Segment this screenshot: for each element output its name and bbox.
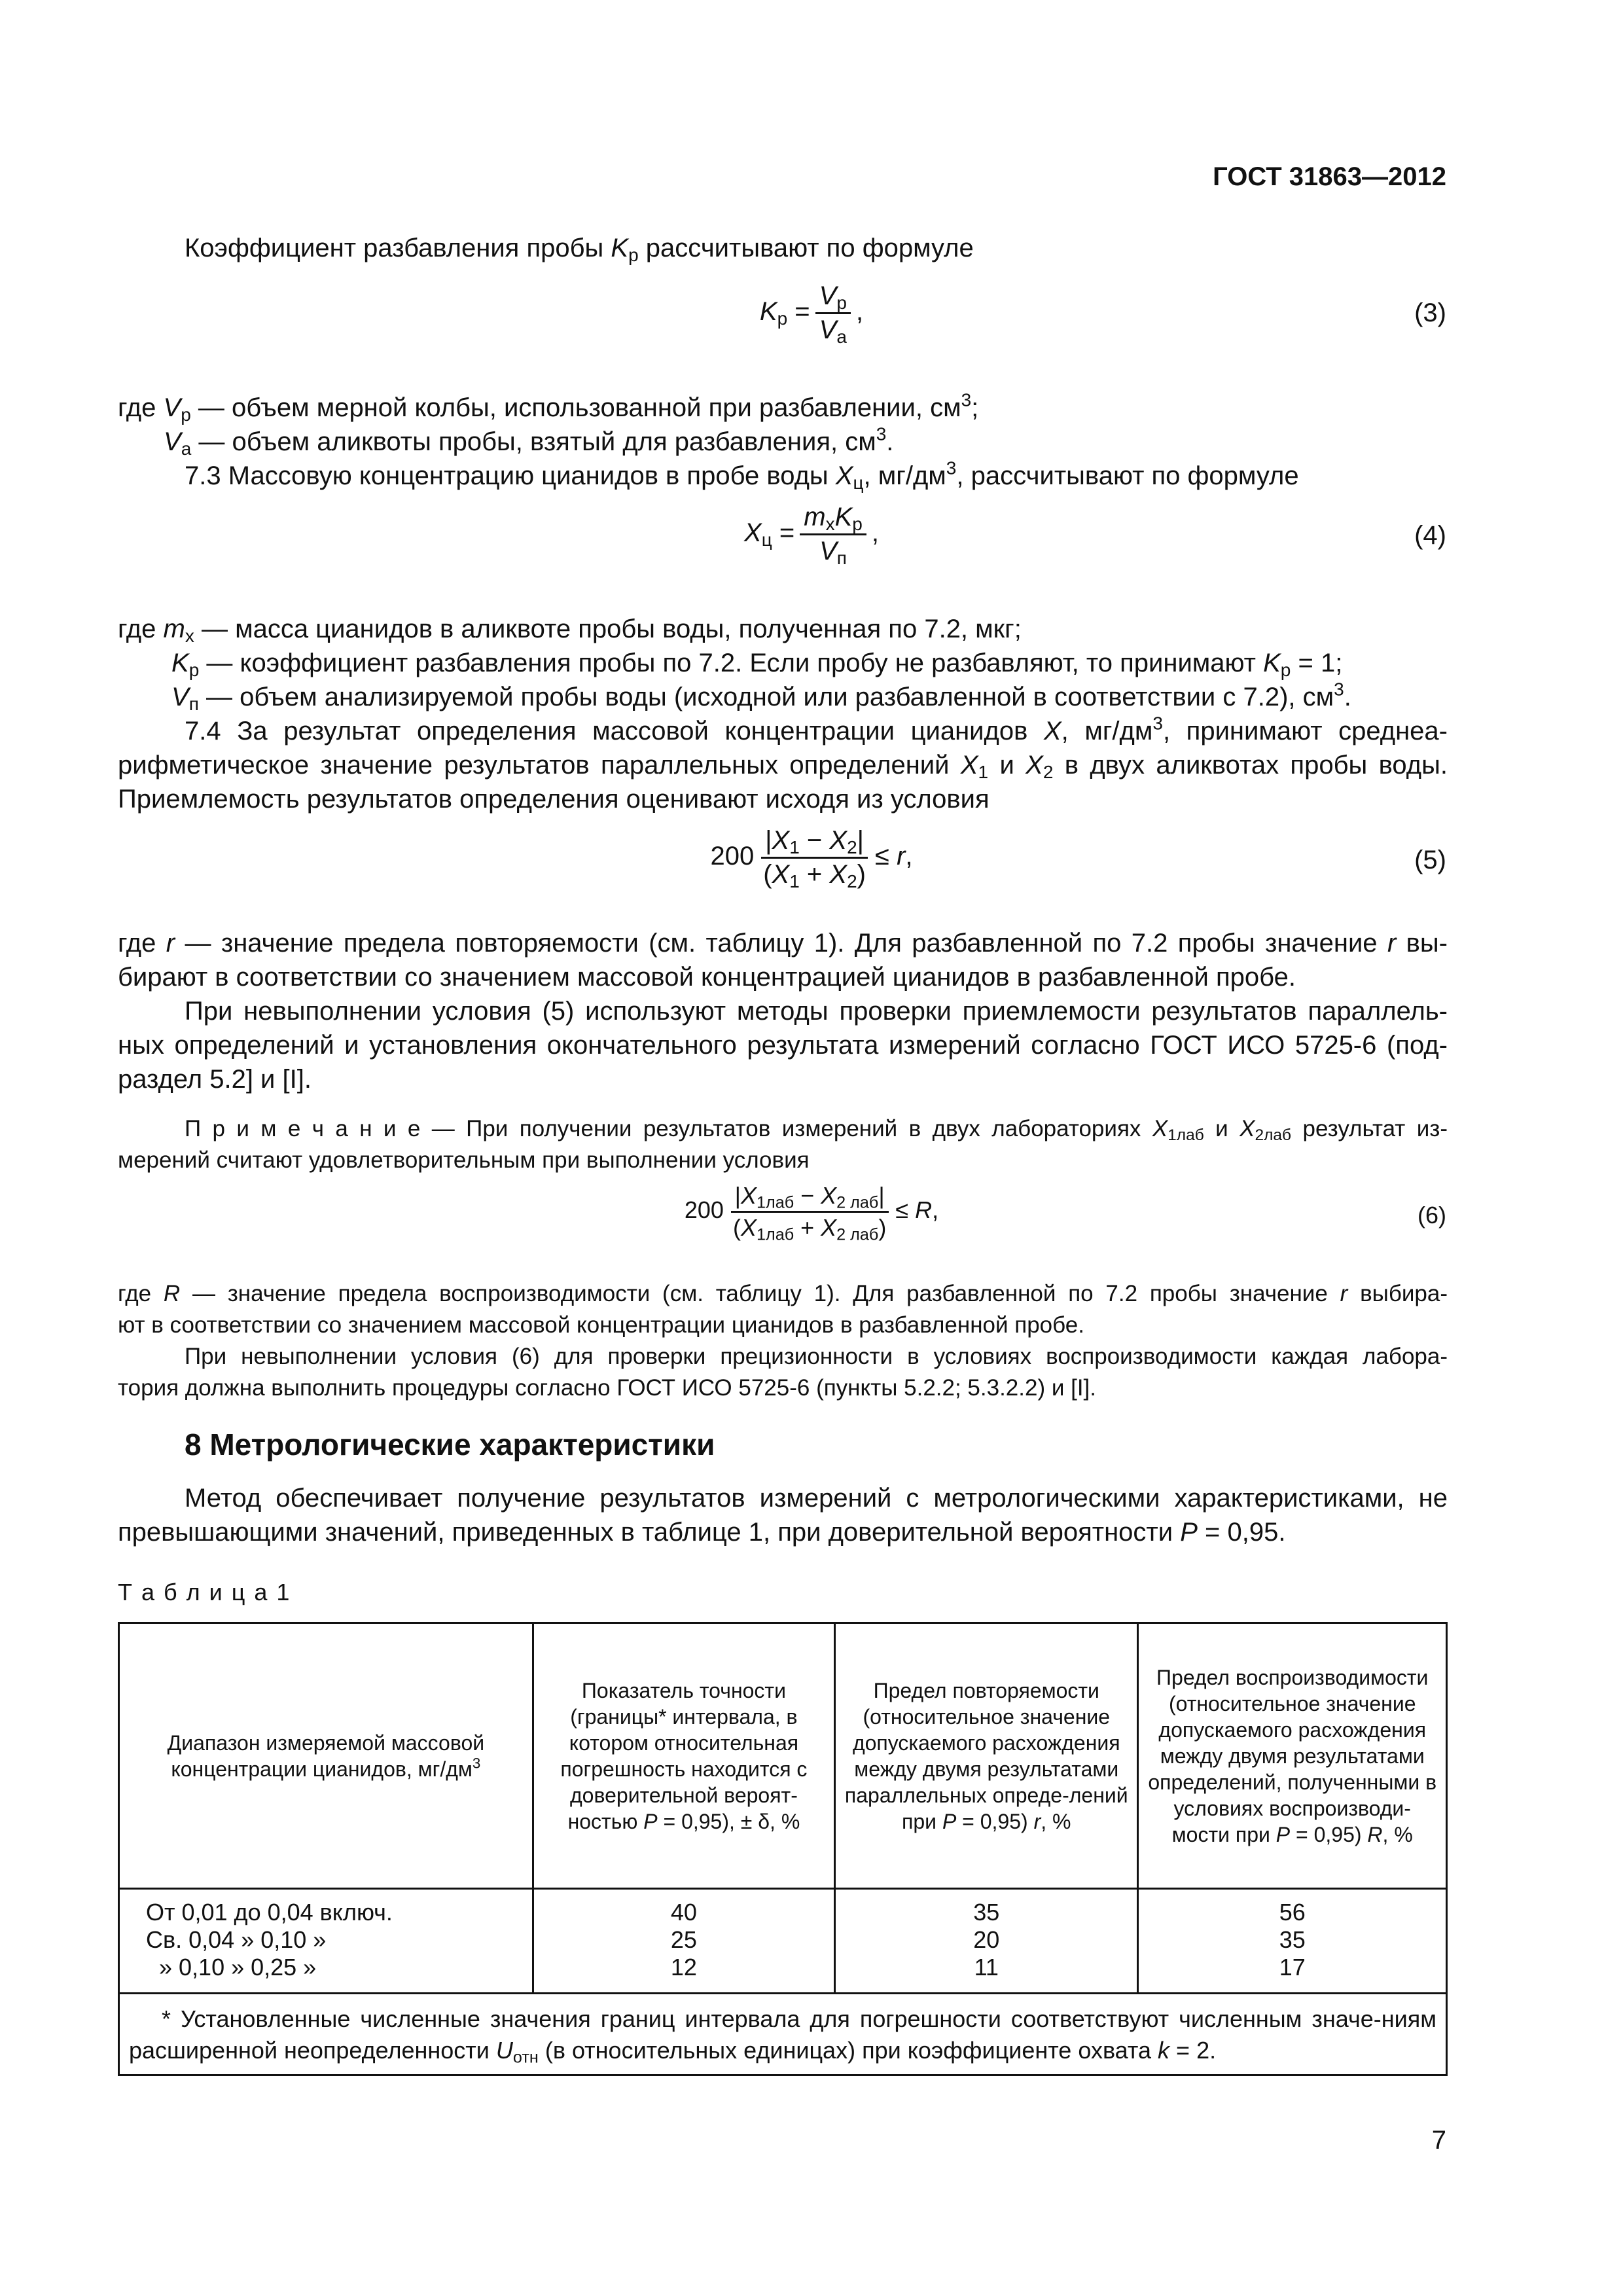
- section-8-title: 8 Метрологические характеристики: [185, 1427, 715, 1462]
- paragraph-fail5-line1: При невыполнении условия (5) используют методы проверки приемлемости результатов параллель-: [185, 997, 1448, 1026]
- cell-ranges: [119, 1889, 533, 1994]
- paragraph-fail5-line2: ных определений и установления окончательного результата измерений согласно ГОСТ ИСО 5725-6 (под-: [118, 1031, 1448, 1060]
- range-row: » 0,10 » 0,25 »: [159, 1954, 317, 1981]
- where-mx: где $m_x$ — масса цианидов в аликвоте пробы воды, полученная по 7.2, мкг;: [118, 615, 1022, 646]
- table-1: [118, 1622, 1448, 2076]
- section-8-line2: превышающими значений, приведенных в таблице 1, при доверительной вероятности P = 0,95.: [118, 1518, 1286, 1547]
- equation-number-4: (4): [1414, 521, 1446, 550]
- equation-number-5: (5): [1414, 846, 1446, 874]
- equation-number-3: (3): [1414, 298, 1446, 327]
- cell-repeatability: [835, 1889, 1138, 1994]
- where-r-line2: бирают в соответствии со значением массовой концентрацией цианидов в разбавленной пробе.: [118, 963, 1296, 992]
- paragraph-fail6-line1: При невыполнении условия (6) для проверки прецизионности в условиях воспроизводимости каждая лабора-: [185, 1344, 1448, 1369]
- range-row: От 0,01 до 0,04 включ.: [146, 1899, 393, 1926]
- header-repeatability: Предел повторяемости (относительное значение допускаемого расхождения между двумя результатами параллельных опреде-лений при P = 0,95) r, %: [835, 1623, 1138, 1889]
- accuracy-value: 12: [670, 1954, 697, 1981]
- repeatability-value: 20: [973, 1926, 1000, 1953]
- where-R-line2: ют в соответствии со значением массовой концентрации цианидов в разбавленной пробе.: [118, 1312, 1084, 1338]
- note-line2: мерений считают удовлетворительным при выполнении условия: [118, 1147, 810, 1173]
- reproducibility-value: 35: [1279, 1926, 1306, 1953]
- formula-3: $K_р$ = $\frac{V_р}{V_а}$ ,: [759, 281, 864, 347]
- cell-reproducibility: [1138, 1889, 1447, 1994]
- table-footnote-row: [119, 1994, 1447, 2075]
- where-vn: $V_п$ — объем анализируемой пробы воды (исходной или разбавленной в соответствии с 7.2), $см^3$.: [171, 679, 1351, 714]
- repeatability-value: 35: [973, 1899, 1000, 1926]
- table-caption: Т а б л и ц а 1: [118, 1579, 291, 1605]
- paragraph-7-3: 7.3 Массовую концентрацию цианидов в пробе воды $X_ц$, $мг/дм^3$, рассчитывают по формуле: [185, 457, 1299, 493]
- reproducibility-value: 17: [1279, 1954, 1306, 1981]
- header-range: Диапазон измеряемой массовой концентрации цианидов, $мг/дм^3$: [119, 1623, 533, 1889]
- paragraph-7-4-line1: 7.4 За результат определения массовой концентрации цианидов X, $мг/дм^3$, принимают среднеа-: [185, 713, 1448, 745]
- formula-4: $X_ц$ = $\frac{m_xK_р}{V_п}$ ,: [744, 503, 879, 568]
- header-accuracy: Показатель точности (границы* интервала, в котором относительная погрешность находится с доверительной вероят-ностью P = 0,95), ± δ, %: [533, 1623, 834, 1889]
- paragraph-7-4-line2: рифметическое значение результатов параллельных определений $X_1$ и $X_2$ в двух аликвотах пробы воды.: [118, 751, 1448, 782]
- reproducibility-value: 56: [1279, 1899, 1306, 1926]
- cell-accuracy: [533, 1889, 834, 1994]
- where-r-line1: где r — значение предела повторяемости (см. таблицу 1). Для разбавленной по 7.2 пробы значение r вы-: [118, 929, 1448, 958]
- where-vp: где $V_р$ — объем мерной колбы, использованной при разбавлении, $см^3$;: [118, 389, 979, 425]
- paragraph-dilution-intro: Коэффициент разбавления пробы $K_р$ рассчитывают по формуле: [185, 234, 974, 265]
- formula-6: 200 $\frac{|X_{1лаб} - X_{2 лаб}|}{(X_{1лаб} + X_{2 лаб})}$ ≤ R,: [684, 1182, 939, 1244]
- paragraph-fail6-line2: тория должна выполнить процедуры согласно ГОСТ ИСО 5725-6 (пункты 5.2.2; 5.3.2.2) и [I].: [118, 1375, 1097, 1401]
- accuracy-value: 25: [670, 1926, 697, 1953]
- accuracy-value: 40: [670, 1899, 697, 1926]
- where-kp: $K_р$ — коэффициент разбавления пробы по 7.2. Если пробу не разбавляют, то принимают $K_р = 1$;: [171, 649, 1343, 680]
- table-footnote: * Установленные численные значения границ интервала для погрешности соответствуют численным значе-ниям расширенной неопределенности $U_{отн}$ (в относительных единицах) при коэффициенте охвата k = 2.: [119, 1994, 1447, 2075]
- standard-header: ГОСТ 31863—2012: [1213, 162, 1446, 191]
- where-R-line1: где R — значение предела воспроизводимости (см. таблицу 1). Для разбавленной по 7.2 пробы значение r выбира-: [118, 1281, 1448, 1306]
- formula-5: 200 $\frac{|X_1 - X_2|}{(X_1 + X_2)}$ ≤ r,: [710, 826, 913, 891]
- where-va: $V_а$ — объем аликвоты пробы, взятый для разбавления, $см^3$.: [164, 423, 894, 459]
- paragraph-7-4-line3: Приемлемость результатов определения оценивают исходя из условия: [118, 785, 990, 814]
- equation-number-6: (6): [1418, 1202, 1446, 1229]
- repeatability-value: 11: [974, 1954, 999, 1981]
- table-header-row: [119, 1623, 1447, 1889]
- header-reproducibility: Предел воспроизводимости (относительное значение допускаемого расхождения между двумя результатами определений, полученными в условиях воспроизводи-мости при P = 0,95) R, %: [1138, 1623, 1447, 1889]
- range-row: Св. 0,04 » 0,10 »: [146, 1926, 327, 1953]
- page-number: 7: [1431, 2126, 1446, 2155]
- table-data-row: [119, 1889, 1447, 1994]
- paragraph-fail5-line3: раздел 5.2] и [I].: [118, 1065, 312, 1094]
- section-8-line1: Метод обеспечивает получение результатов измерений с метрологическими характеристиками, не: [185, 1484, 1448, 1513]
- note-line1: П р и м е ч а н и е — При получении результатов измерений в двух лабораториях $X_{1лаб}$ и $X_{2лаб}$ результат из-: [185, 1116, 1448, 1145]
